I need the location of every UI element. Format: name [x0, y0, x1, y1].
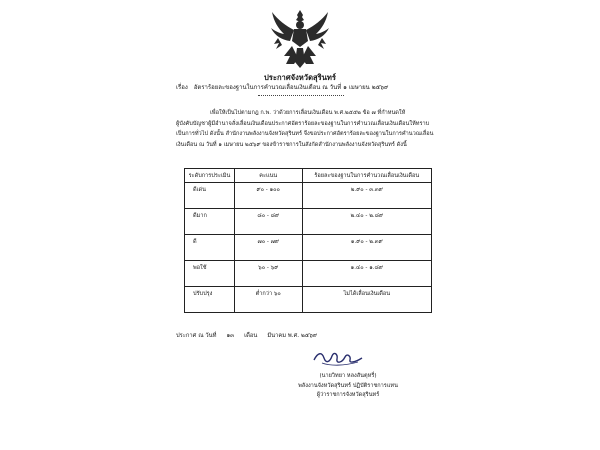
date-month-year: มีนาคม พ.ศ. ๒๕๖๙ — [267, 333, 318, 339]
body-line: เงินเดือน ณ วันที่ ๑ เมษายน ๒๕๖๙ ของข้าราชการในสังกัดสำนักงานพลังงานจังหวัดสุรินทร์ ดังนี้ — [176, 141, 407, 148]
cell-level: ปรับปรุง — [185, 287, 235, 313]
cell-percent: ๑.๔๐ - ๑.๘๙ — [302, 261, 431, 287]
table-row — [185, 183, 432, 209]
cell-percent: ๑.๙๐ - ๒.๓๙ — [302, 235, 431, 261]
subject-text: อัตราร้อยละของฐานในการคำนวณเลื่อนเงินเดือน ณ วันที่ ๑ เมษายน ๒๕๖๙ — [193, 84, 389, 91]
table-header-row — [185, 169, 432, 183]
cell-level: พอใช้ — [185, 261, 235, 287]
salary-rate-table — [184, 168, 432, 313]
cell-percent: ๒.๙๐ - ๓.๓๙ — [302, 183, 431, 209]
table-row — [185, 235, 432, 261]
body-line: เป็นการทั่วไป ดังนั้น สำนักงานพลังงานจังหวัดสุรินทร์ จึงขอประกาศอัตราร้อยละของฐานในการคำนวณเลื่อน — [176, 131, 434, 137]
announcement-date — [176, 330, 327, 340]
title-separator — [258, 95, 344, 96]
header-score: คะแนน — [234, 169, 302, 183]
cell-score: ๗๐ - ๗๙ — [234, 235, 302, 261]
subject-line — [176, 82, 394, 92]
cell-percent: ไม่ได้เลื่อนเงินเดือน — [302, 287, 431, 313]
cell-score: ต่ำกว่า ๖๐ — [234, 287, 302, 313]
cell-level: ดีเด่น — [185, 183, 235, 209]
date-day: ๑๓ — [226, 333, 235, 339]
header-percent: ร้อยละของฐานในการคำนวณเลื่อนเงินเดือน — [302, 169, 431, 183]
signatory-block — [258, 372, 438, 401]
cell-percent: ๒.๔๐ - ๒.๘๙ — [302, 209, 431, 235]
body-line: เพื่อให้เป็นไปตามกฎ ก.พ. ว่าด้วยการเลื่อนเงินเดือน พ.ศ.๒๕๕๒ ข้อ ๗ ที่กำหนดให้ — [210, 110, 406, 116]
signatory-name: (นายวิทยา หลงสันตุหรี่) — [319, 373, 377, 379]
signature-scribble — [310, 348, 366, 368]
cell-level: ดี — [185, 235, 235, 261]
subject-label: เรื่อง — [176, 84, 188, 91]
table-row — [185, 287, 432, 313]
garuda-emblem-icon — [268, 8, 332, 70]
table-row — [185, 261, 432, 287]
cell-level: ดีมาก — [185, 209, 235, 235]
signatory-for: ผู้ว่าราชการจังหวัดสุรินทร์ — [316, 392, 380, 398]
signatory-position: พลังงานจังหวัดสุรินทร์ ปฏิบัติราชการแทน — [298, 382, 398, 389]
date-label: ประกาศ ณ วันที่ — [176, 333, 217, 339]
cell-score: ๖๐ - ๖๙ — [234, 261, 302, 287]
date-month-label: เดือน — [244, 333, 258, 339]
document-title: ประกาศจังหวัดสุรินทร์ — [263, 73, 336, 82]
cell-score: ๙๐ - ๑๐๐ — [234, 183, 302, 209]
body-paragraph — [176, 108, 442, 150]
header-level: ระดับการประเมิน — [185, 169, 235, 183]
cell-score: ๘๐ - ๘๙ — [234, 209, 302, 235]
table-row — [185, 209, 432, 235]
body-line: ผู้บังคับบัญชาผู้มีอำนาจสั่งเลื่อนเงินเดือนประกาศอัตราร้อยละของฐานในการคำนวณเลื่อนเงินเดือนให้ทราบ — [176, 120, 430, 127]
